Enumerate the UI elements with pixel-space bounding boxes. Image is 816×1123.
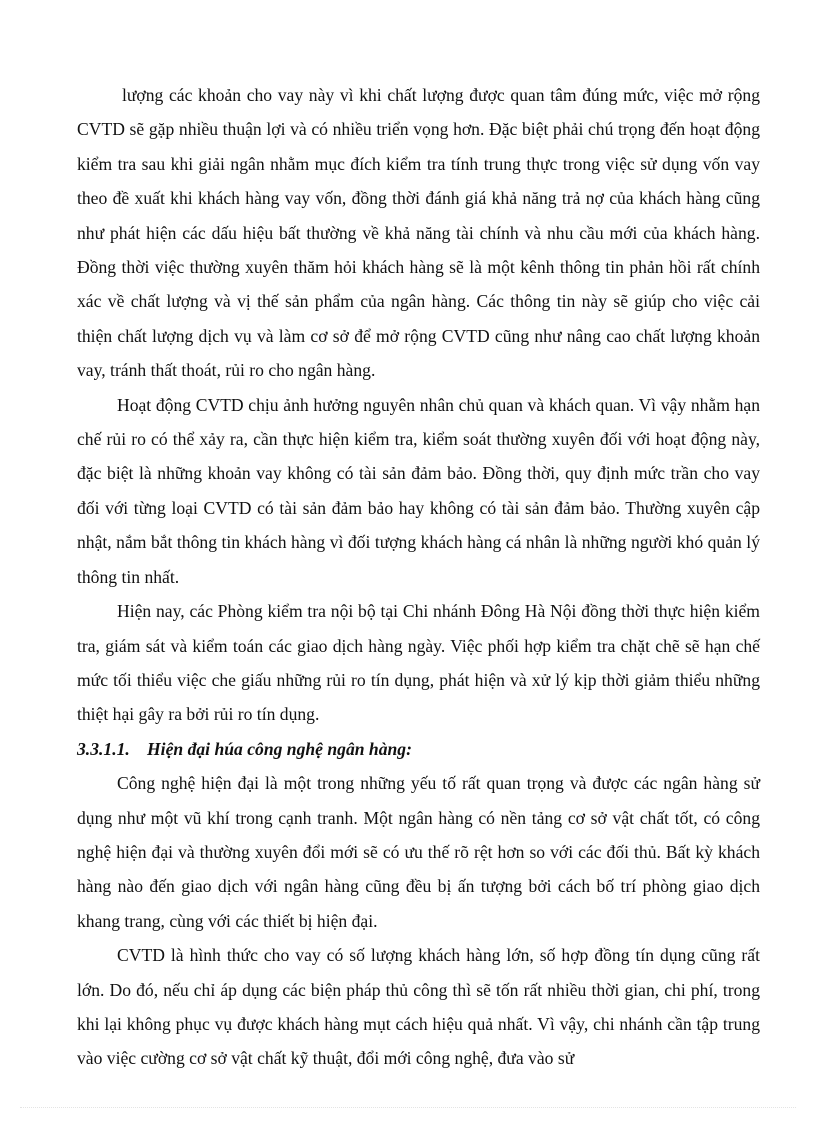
section-number: 3.3.1.1.: [77, 738, 130, 759]
paragraph-1: lượng các khoản cho vay này vì khi chất lượng được quan tâm đúng mức, việc mở rộng CVTD sẽ gặp nhiều thuận lợi và có nhiều triển vọng hơn. Đặc biệt phải chú trọng đến hoạt động kiểm tra sau khi giải ngân nhằm mục đích kiểm tra tính trung thực trong việc sử dụng vốn vay theo đề xuất khi khách hàng vay vốn, đồng thời đánh giá khả năng trả nợ của khách hàng cũng như phát hiện các dấu hiệu bất thường về khả năng tài chính và nhu cầu mới của khách hàng. Đồng thời việc thường xuyên thăm hỏi khách hàng sẽ là một kênh thông tin phản hồi rất chính xác về chất lượng và vị thế sản phẩm của ngân hàng. Các thông tin này sẽ giúp cho việc cải thiện chất lượng dịch vụ và làm cơ sở để mở rộng CVTD cũng như nâng cao chất lượng khoản vay, tránh thất thoát, rủi ro cho ngân hàng.: [77, 85, 760, 381]
paragraph-3: Hiện nay, các Phòng kiểm tra nội bộ tại Chi nhánh Đông Hà Nội đồng thời thực hiện kiểm tra, giám sát và kiểm toán các giao dịch hàng ngày. Việc phối hợp kiểm tra chặt chẽ sẽ hạn chế mức tối thiểu việc che giấu những rủi ro tín dụng, phát hiện và xử lý kịp thời giảm thiểu những thiệt hại gây ra bởi rủi ro tín dụng.: [77, 601, 760, 725]
paragraph-5: CVTD là hình thức cho vay có số lượng khách hàng lớn, số hợp đồng tín dụng cũng rất lớn. Do đó, nếu chỉ áp dụng các biện pháp thủ công thì sẽ tốn rất nhiều thời gian, chi phí, trong khi lại không phục vụ được khách hàng mụt cách hiệu quả nhất. Vì vậy, chi nhánh cần tập trung vào việc cường cơ sở vật chất kỹ thuật, đổi mới công nghệ, đưa vào sử: [77, 945, 760, 1069]
section-heading: [77, 732, 760, 766]
section-title: Hiện đại húa công nghệ ngân hàng:: [147, 738, 412, 759]
paragraph-4: Công nghệ hiện đại là một trong những yếu tố rất quan trọng và được các ngân hàng sử dụng như một vũ khí trong cạnh tranh. Một ngân hàng có nền tảng cơ sở vật chất tốt, có công nghệ hiện đại và thường xuyên đổi mới sẽ có ưu thế rõ rệt hơn so với các đối thủ. Bất kỳ khách hàng nào đến giao dịch với ngân hàng cũng đều bị ấn tượng bởi cách bố trí phòng giao dịch khang trang, cùng với các thiết bị hiện đại.: [77, 773, 760, 931]
paragraph-2: Hoạt động CVTD chịu ảnh hưởng nguyên nhân chủ quan và khách quan. Vì vậy nhằm hạn chế rủi ro có thể xảy ra, cần thực hiện kiểm tra, kiểm soát thường xuyên đối với hoạt động này, đặc biệt là những khoản vay không có tài sản đảm bảo. Đồng thời, quy định mức trần cho vay đối với từng loại CVTD có tài sản đảm bảo hay không có tài sản đảm bảo. Thường xuyên cập nhật, nắm bắt thông tin khách hàng vì đối tượng khách hàng cá nhân là những người khó quản lý thông tin nhất.: [77, 394, 760, 587]
document-page: [77, 78, 760, 1076]
footer-divider: [20, 1107, 796, 1108]
